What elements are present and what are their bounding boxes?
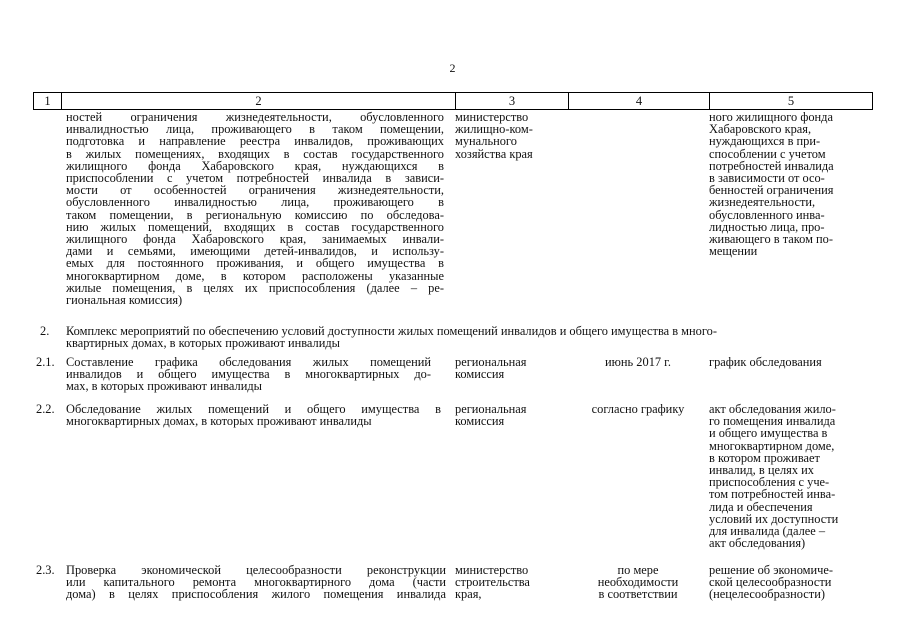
text-line: жизнедеятельности, [709, 195, 816, 210]
text-line: мещении [709, 244, 758, 259]
row-2-1-responsible [455, 356, 567, 380]
text-line: хозяйства края [455, 146, 533, 161]
text-line: края, [455, 587, 482, 602]
row-2-3-result [709, 564, 867, 601]
row-number: 2.2. [36, 402, 55, 416]
text-line: приспособления с уче- [709, 475, 830, 490]
text-line: акт обследования) [709, 536, 806, 551]
header-col-3: 3 [508, 94, 516, 108]
text-line: приспособлении с учетом потребностей инвалида в зависи- [66, 171, 444, 186]
text-line: нуждающихся в при- [709, 134, 821, 149]
row-2-2-result [709, 403, 867, 549]
text-line: квартирных домах, в которых проживают инвалиды [66, 336, 340, 351]
text-line: Проверка экономической целесообразности реконструкции [66, 563, 446, 577]
text-line: многоквартирном доме, в котором расположены указанные [66, 268, 444, 283]
text-line: нию жилых помещений, входящих в состав государственного [66, 219, 444, 234]
text-line: по мере [617, 563, 659, 577]
text-line: и общего имущества в [709, 426, 828, 441]
cont-description [66, 111, 444, 306]
row-2-3-responsible [455, 564, 567, 601]
text-line: инвалидов и общего имущества в многоквартирных до- [66, 367, 431, 382]
text-line: многоквартирном доме, [709, 438, 835, 453]
row-2-3-description [66, 564, 446, 601]
text-line: потребностей инвалида [709, 158, 834, 173]
text-line: комиссия [455, 367, 505, 382]
table-header [33, 92, 873, 110]
text-line: том потребностей инва- [709, 487, 836, 502]
text-line: согласно графику [591, 402, 685, 416]
text-line: в жилых помещениях, входящих в состав государственного [66, 146, 444, 161]
text-line: инвалид, в целях их [709, 463, 814, 478]
text-line: министерство [455, 563, 529, 577]
text-line: график обследования [709, 355, 822, 369]
text-line: необходимости [597, 575, 679, 590]
text-line: строительства [455, 575, 530, 590]
header-col-5: 5 [787, 94, 795, 108]
text-line: лидностью лица, про- [709, 219, 825, 234]
cont-responsible [455, 111, 567, 160]
row-2-1-description [66, 356, 431, 393]
text-line: ностей ограничения жизнедеятельности, обусловленного [66, 110, 444, 124]
text-line: емых для постоянного проживания, и общего имущества в [66, 256, 444, 271]
header-col-1: 1 [44, 94, 51, 108]
text-line: обусловленного инвалидностью лица, проживающего в [66, 195, 444, 210]
row-2-2-description [66, 403, 441, 427]
text-line: Обследование жилых помещений и общего имущества в [66, 402, 441, 416]
text-line: многоквартирных домах, в которых проживают инвалиды [66, 414, 372, 429]
text-line: региональная [455, 355, 527, 369]
text-line: комиссия [455, 414, 505, 429]
cont-result [709, 111, 867, 257]
text-line: го помещения инвалида [709, 414, 836, 429]
section-number: 2. [40, 324, 50, 338]
row-number: 2.1. [36, 355, 55, 369]
text-line: в котором проживает [709, 450, 820, 465]
text-line: таком помещении, в региональную комиссию по обследова- [66, 207, 444, 222]
header-col-2: 2 [255, 94, 262, 108]
text-line: инвалидностью лица, проживающего в таком помещении, [66, 122, 444, 137]
text-line: решение об экономиче- [709, 563, 834, 577]
text-line: региональная [455, 402, 527, 416]
text-line: (нецелесообразности) [709, 587, 825, 602]
text-line: мунального [455, 134, 517, 149]
text-line: условий их доступности [709, 511, 839, 526]
text-line: ской целесообразности [709, 575, 832, 590]
header-col-4: 4 [635, 94, 643, 108]
row-2-2-deadline [568, 403, 708, 415]
text-line: акт обследования жило- [709, 402, 836, 416]
text-line: для инвалида (далее – [709, 524, 826, 539]
text-line: ного жилищного фонда [709, 110, 833, 124]
text-line: мости от особенностей ограничения жизнедеятельности, [66, 183, 444, 198]
text-line: в соответствии [598, 587, 678, 602]
row-2-2-responsible [455, 403, 567, 427]
text-line: Комплекс мероприятий по обеспечению условий доступности жилых помещений инвалидов и общего имущества в много- [66, 324, 717, 338]
text-line: июнь 2017 г. [605, 355, 671, 369]
text-line: жилые помещения, в целях их приспособления (далее – ре- [66, 280, 444, 295]
section-title [66, 325, 871, 349]
text-line: гиональная комиссия) [66, 293, 183, 308]
text-line: дома) в целях приспособления жилого помещения инвалида [66, 587, 446, 602]
text-line: подготовка и направление реестра инвалидов, проживающих [66, 134, 444, 149]
text-line: мах, в которых проживают инвалиды [66, 379, 262, 394]
row-2-3-deadline [568, 564, 708, 601]
row-number: 2.3. [36, 563, 55, 577]
text-line: живающего в таком по- [709, 232, 833, 247]
text-line: жилищно-ком- [455, 122, 533, 137]
text-line: в зависимости от осо- [709, 171, 825, 186]
text-line: жилищного фонда Хабаровского края, занимаемых инвали- [66, 232, 444, 247]
text-line: лида и обеспечения [709, 499, 813, 514]
text-line: жилищного фонда Хабаровского края, нуждающихся в [66, 158, 444, 173]
text-line: способлении с учетом [709, 146, 826, 161]
row-2-1-deadline [568, 356, 708, 368]
page-number: 2 [449, 61, 456, 75]
text-line: Хабаровского края, [709, 122, 812, 137]
text-line: Составление графика обследования жилых помещений [66, 355, 431, 369]
text-line: обусловленного инва- [709, 207, 825, 222]
text-line: бенностей ограничения [709, 183, 834, 198]
row-2-1-result [709, 356, 867, 368]
text-line: министерство [455, 110, 529, 124]
text-line: дами и семьями, имеющими детей-инвалидов, и использу- [66, 244, 444, 259]
text-line: или капитального ремонта многоквартирного дома (части [66, 575, 446, 590]
